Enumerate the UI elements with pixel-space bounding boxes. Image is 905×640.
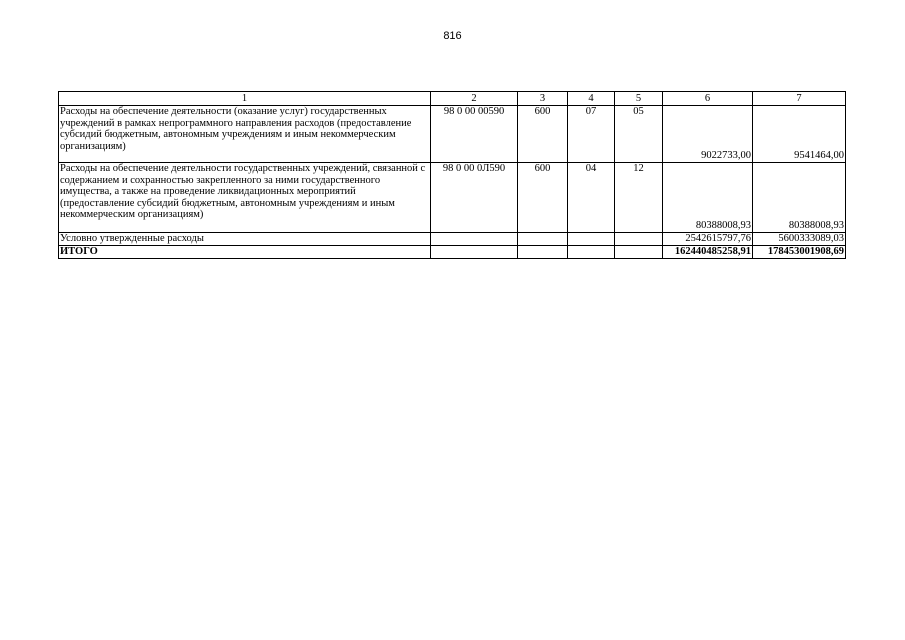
row-expense-name: Условно утвержденные расходы bbox=[59, 233, 431, 246]
column-header-6: 6 bbox=[663, 92, 753, 106]
row-section: 07 bbox=[568, 106, 615, 163]
row-expense-type: 600 bbox=[518, 106, 568, 163]
row-subsection: 12 bbox=[615, 163, 663, 233]
row-expense-name: Расходы на обеспечение деятельности государственных учреждений, связанной с содержанием и сохранностью закрепленного за ними государственного имущества, а также на проведение ликвидационных мероприятий (предоставление субсидий бюджетным, автономным учреждениям и иным некоммерческим организациям) bbox=[59, 163, 431, 233]
row-target-code: 98 0 00 00590 bbox=[431, 106, 518, 163]
total-empty-cell bbox=[568, 246, 615, 259]
column-header-7: 7 bbox=[753, 92, 846, 106]
total-row bbox=[59, 246, 846, 259]
row-amount-year-2: 80388008,93 bbox=[753, 163, 846, 233]
row-subsection bbox=[615, 233, 663, 246]
total-empty-cell bbox=[518, 246, 568, 259]
column-header-2: 2 bbox=[431, 92, 518, 106]
row-target-code: 98 0 00 0Л590 bbox=[431, 163, 518, 233]
row-target-code bbox=[431, 233, 518, 246]
row-amount-year-2: 9541464,00 bbox=[753, 106, 846, 163]
row-section bbox=[568, 233, 615, 246]
row-expense-type bbox=[518, 233, 568, 246]
total-amount-year-1: 162440485258,91 bbox=[663, 246, 753, 259]
column-header-4: 4 bbox=[568, 92, 615, 106]
column-header-1: 1 bbox=[59, 92, 431, 106]
table-row bbox=[59, 106, 846, 163]
total-amount-year-2: 178453001908,69 bbox=[753, 246, 846, 259]
total-label: ИТОГО bbox=[59, 246, 431, 259]
column-header-3: 3 bbox=[518, 92, 568, 106]
row-expense-name: Расходы на обеспечение деятельности (оказание услуг) государственных учреждений в рамках непрограммного направления расходов (предоставление субсидий бюджетным, автономным учреждениям и иным некоммерческим организациям) bbox=[59, 106, 431, 163]
header-row bbox=[59, 92, 846, 106]
row-amount-year-1: 2542615797,76 bbox=[663, 233, 753, 246]
total-empty-cell bbox=[431, 246, 518, 259]
row-amount-year-1: 80388008,93 bbox=[663, 163, 753, 233]
budget-table bbox=[58, 91, 846, 259]
row-subsection: 05 bbox=[615, 106, 663, 163]
row-amount-year-2: 5600333089,03 bbox=[753, 233, 846, 246]
column-header-5: 5 bbox=[615, 92, 663, 106]
row-expense-type: 600 bbox=[518, 163, 568, 233]
row-amount-year-1: 9022733,00 bbox=[663, 106, 753, 163]
page-number: 816 bbox=[443, 30, 462, 42]
table-row bbox=[59, 233, 846, 246]
table-row bbox=[59, 163, 846, 233]
row-section: 04 bbox=[568, 163, 615, 233]
total-empty-cell bbox=[615, 246, 663, 259]
